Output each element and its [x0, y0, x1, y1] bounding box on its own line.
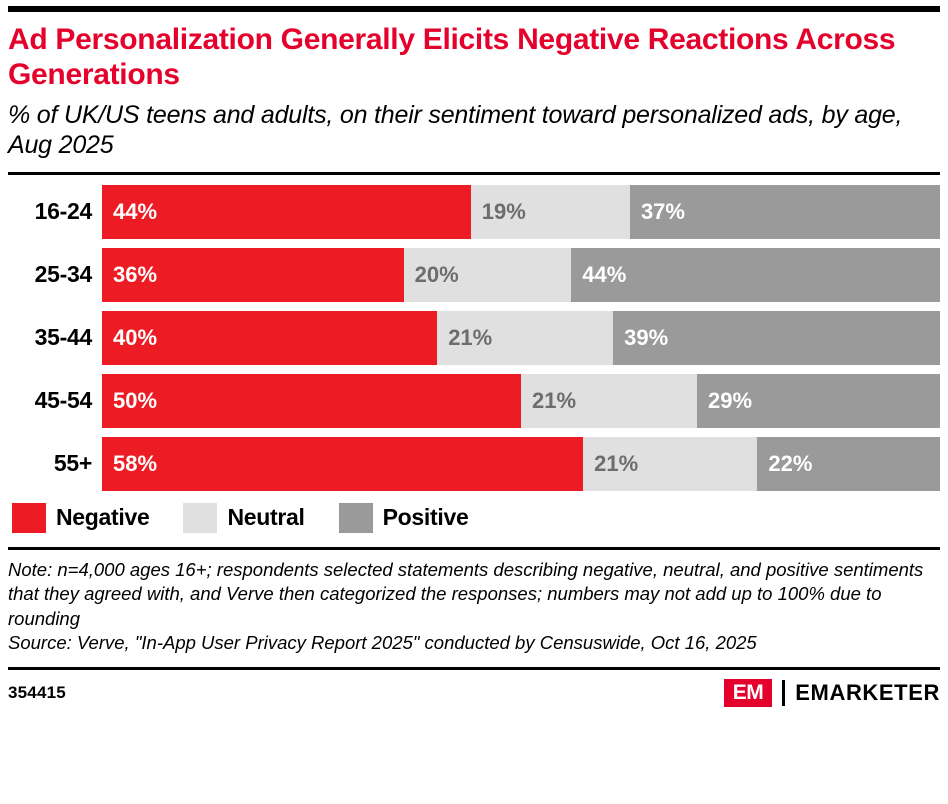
bar-segment-positive: 37%	[630, 185, 940, 239]
brand-name: EMARKETER	[795, 680, 940, 706]
page-title: Ad Personalization Generally Elicits Negative Reactions Across Generations	[8, 23, 896, 92]
legend-item-neutral	[183, 503, 304, 533]
top-divider	[8, 6, 940, 12]
chart-row	[8, 437, 940, 491]
bar-segment-positive: 22%	[757, 437, 940, 491]
bar-segment-negative: 36%	[102, 248, 404, 302]
bar-segment-negative: 58%	[102, 437, 583, 491]
bar-group	[102, 374, 940, 428]
legend-item-negative	[12, 503, 149, 533]
legend-label: Negative	[56, 504, 150, 531]
stacked-bar-chart	[8, 185, 940, 491]
chart-notes	[8, 558, 940, 656]
legend-label: Positive	[382, 504, 469, 531]
footer-divider	[8, 667, 940, 670]
bar-segment-positive: 39%	[613, 311, 940, 365]
bar-segment-neutral: 21%	[583, 437, 757, 491]
chart-page	[0, 6, 948, 804]
category-label: 45-54	[34, 387, 92, 414]
bar-segment-negative: 50%	[102, 374, 521, 428]
bar-group	[102, 185, 940, 239]
category-label: 55+	[53, 450, 92, 477]
note-text: Note: n=4,000 ages 16+; respondents selected statements describing negative, neutral, and positive sentiments that they agreed with, and Verve then categorized the responses; numbers may not add up to 100% due to rounding	[8, 558, 924, 629]
bar-group	[102, 437, 940, 491]
brand-logo	[724, 679, 940, 707]
footer	[8, 679, 940, 707]
chart-id: 354415	[8, 683, 66, 703]
chart-row	[8, 311, 940, 365]
page-subtitle: % of UK/US teens and adults, on their sentiment toward personalized ads, by age, Aug 2025	[8, 100, 903, 159]
legend-swatch-icon	[12, 503, 46, 533]
legend-label: Neutral	[227, 504, 305, 531]
chart-row	[8, 185, 940, 239]
notes-divider	[8, 547, 940, 550]
bar-segment-negative: 40%	[102, 311, 437, 365]
bar-group	[102, 311, 940, 365]
header-divider	[8, 172, 940, 175]
legend-swatch-icon	[339, 503, 373, 533]
category-label: 35-44	[34, 324, 92, 351]
source-text: Source: Verve, "In-App User Privacy Report 2025" conducted by Censuswide, Oct 16, 2025	[8, 632, 757, 653]
bar-group	[102, 248, 940, 302]
category-label: 25-34	[34, 261, 92, 288]
bar-segment-positive: 29%	[697, 374, 940, 428]
bar-segment-neutral: 21%	[521, 374, 697, 428]
chart-legend	[12, 503, 940, 533]
chart-row	[8, 248, 940, 302]
bar-segment-neutral: 21%	[437, 311, 613, 365]
brand-divider-icon	[782, 680, 785, 706]
bar-segment-neutral: 20%	[404, 248, 572, 302]
bar-segment-negative: 44%	[102, 185, 471, 239]
bar-segment-neutral: 19%	[471, 185, 630, 239]
category-label: 16-24	[34, 198, 92, 225]
legend-item-positive	[339, 503, 469, 533]
legend-swatch-icon	[183, 503, 217, 533]
chart-row	[8, 374, 940, 428]
emarketer-mark-icon: EM	[724, 679, 773, 707]
bar-segment-positive: 44%	[571, 248, 940, 302]
